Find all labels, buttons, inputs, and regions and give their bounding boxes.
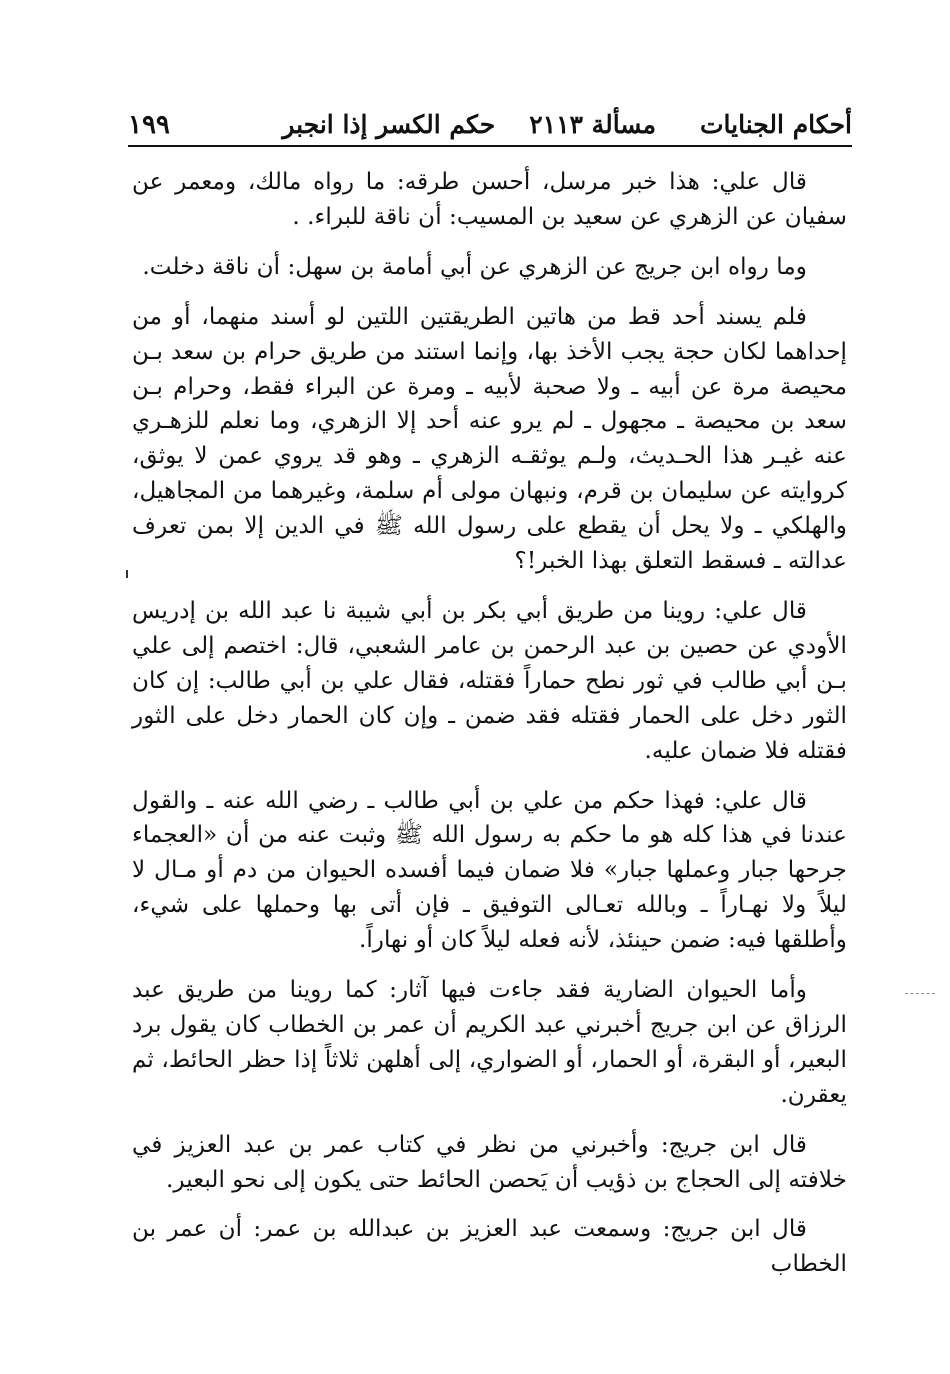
margin-dash xyxy=(905,993,935,994)
header-rule xyxy=(128,145,852,147)
paragraph: وما رواه ابن جريج عن الزهري عن أبي أمامة بن سهل: أن ناقة دخلت. xyxy=(142,252,807,280)
paragraph: فلم يسند أحد قط من هاتين الطريقتين اللتين لو أسند منهما، أو من إحداهما لكان حجة يجب الأخذ بها، وإنما استند من طريق حرام بن سعد بـن محيصة مرة عن أبيه ـ ولا صحبة لأبيه ـ ومرة عن البراء فقط، وحرام بـن سعد بن محيصة ـ مجهول ـ لم يرو عنه أحد إلا الزهري، وما نعلم للزهـري عنه غيـر هذا الحـديث، ولـم يوثقـه الزهري ـ وهو قد يروي عمن لا يوثق، كروايته عن سليمان بن قرم، ونبهان مولى أم سلمة، وغيرهما من المجاهيل، والهلكي ـ ولا يحل أن يقطع على رسول الله ﷺ في الدين إلا بمن تعرف عدالته ـ فسقط التعلق بهذا الخبر!؟ xyxy=(132,302,847,575)
paragraph: قال ابن جريج: وأخبرني من نظر في كتاب عمر بن عبد العزيز في خلافته إلى الحجاج بن ذؤيب أن يَحصن الحائط حتى يكون إلى نحو البعير. xyxy=(132,1130,847,1193)
paragraph: قال علي: هذا خبر مرسل، أحسن طرقه: ما رواه مالك، ومعمر عن سفيان عن الزهري عن سعيد بن المسيب: أن ناقة للبراء. . xyxy=(132,168,847,230)
paragraph: قال علي: فهذا حكم من علي بن أبي طالب ـ رضي الله عنه ـ والقول عندنا في هذا كله هو ما حكم به رسول الله ﷺ وثبت عنه من أن «العجماء جرحها جبار وعملها جبار» فلا ضمان فيما أفسده الحيوان من دم أو مـال لا ليلاً ولا نهـاراً ـ وبالله تعـالى التوفيق ـ فإن أتى بها وحملها على شيء، وأطلقها فيه: ضمن حينئذ، لأنه فعله ليلاً كان أو نهاراً. xyxy=(132,786,847,954)
paragraph: وأما الحيوان الضارية فقد جاءت فيها آثار: كما روينا من طريق عبد الرزاق عن ابن جريج أخبرني عبد الكريم أن عمر بن الخطاب كان يقول برد البعير، أو البقرة، أو الحمار، أو الضواري، إلى أهلهن ثلاثاً إذا حظر الحائط، ثم يعقرن. xyxy=(132,976,847,1108)
paragraph: قال علي: روينا من طريق أبي بكر بن أبي شيبة نا عبد الله بن إدريس الأودي عن حصين بن عبد الرحمن بن عامر الشعبي، قال: اختصم إلى علي بـن أبي طالب في ثور نطح حماراً فقتله، فقال علي بن أبي طالب: إن كان الثور دخل على الحمار فقتله فقد ضمن ـ وإن كان الحمار دخل على الثور فقتله فلا ضمان عليه. xyxy=(132,596,847,764)
issue-number: مسألة ٢١١٣ xyxy=(529,110,657,139)
paragraph: قال ابن جريج: وسمعت عبد العزيز بن عبدالله بن عمر: أن عمر بن الخطاب xyxy=(132,1215,847,1278)
issue-topic: حكم الكسر إذا انجبر xyxy=(282,110,496,139)
page-number: ١٩٩ xyxy=(128,110,170,140)
running-header xyxy=(128,104,852,142)
page-body xyxy=(132,165,847,1297)
book-title: أحكام الجنايات xyxy=(700,110,852,139)
margin-tick xyxy=(126,570,128,578)
